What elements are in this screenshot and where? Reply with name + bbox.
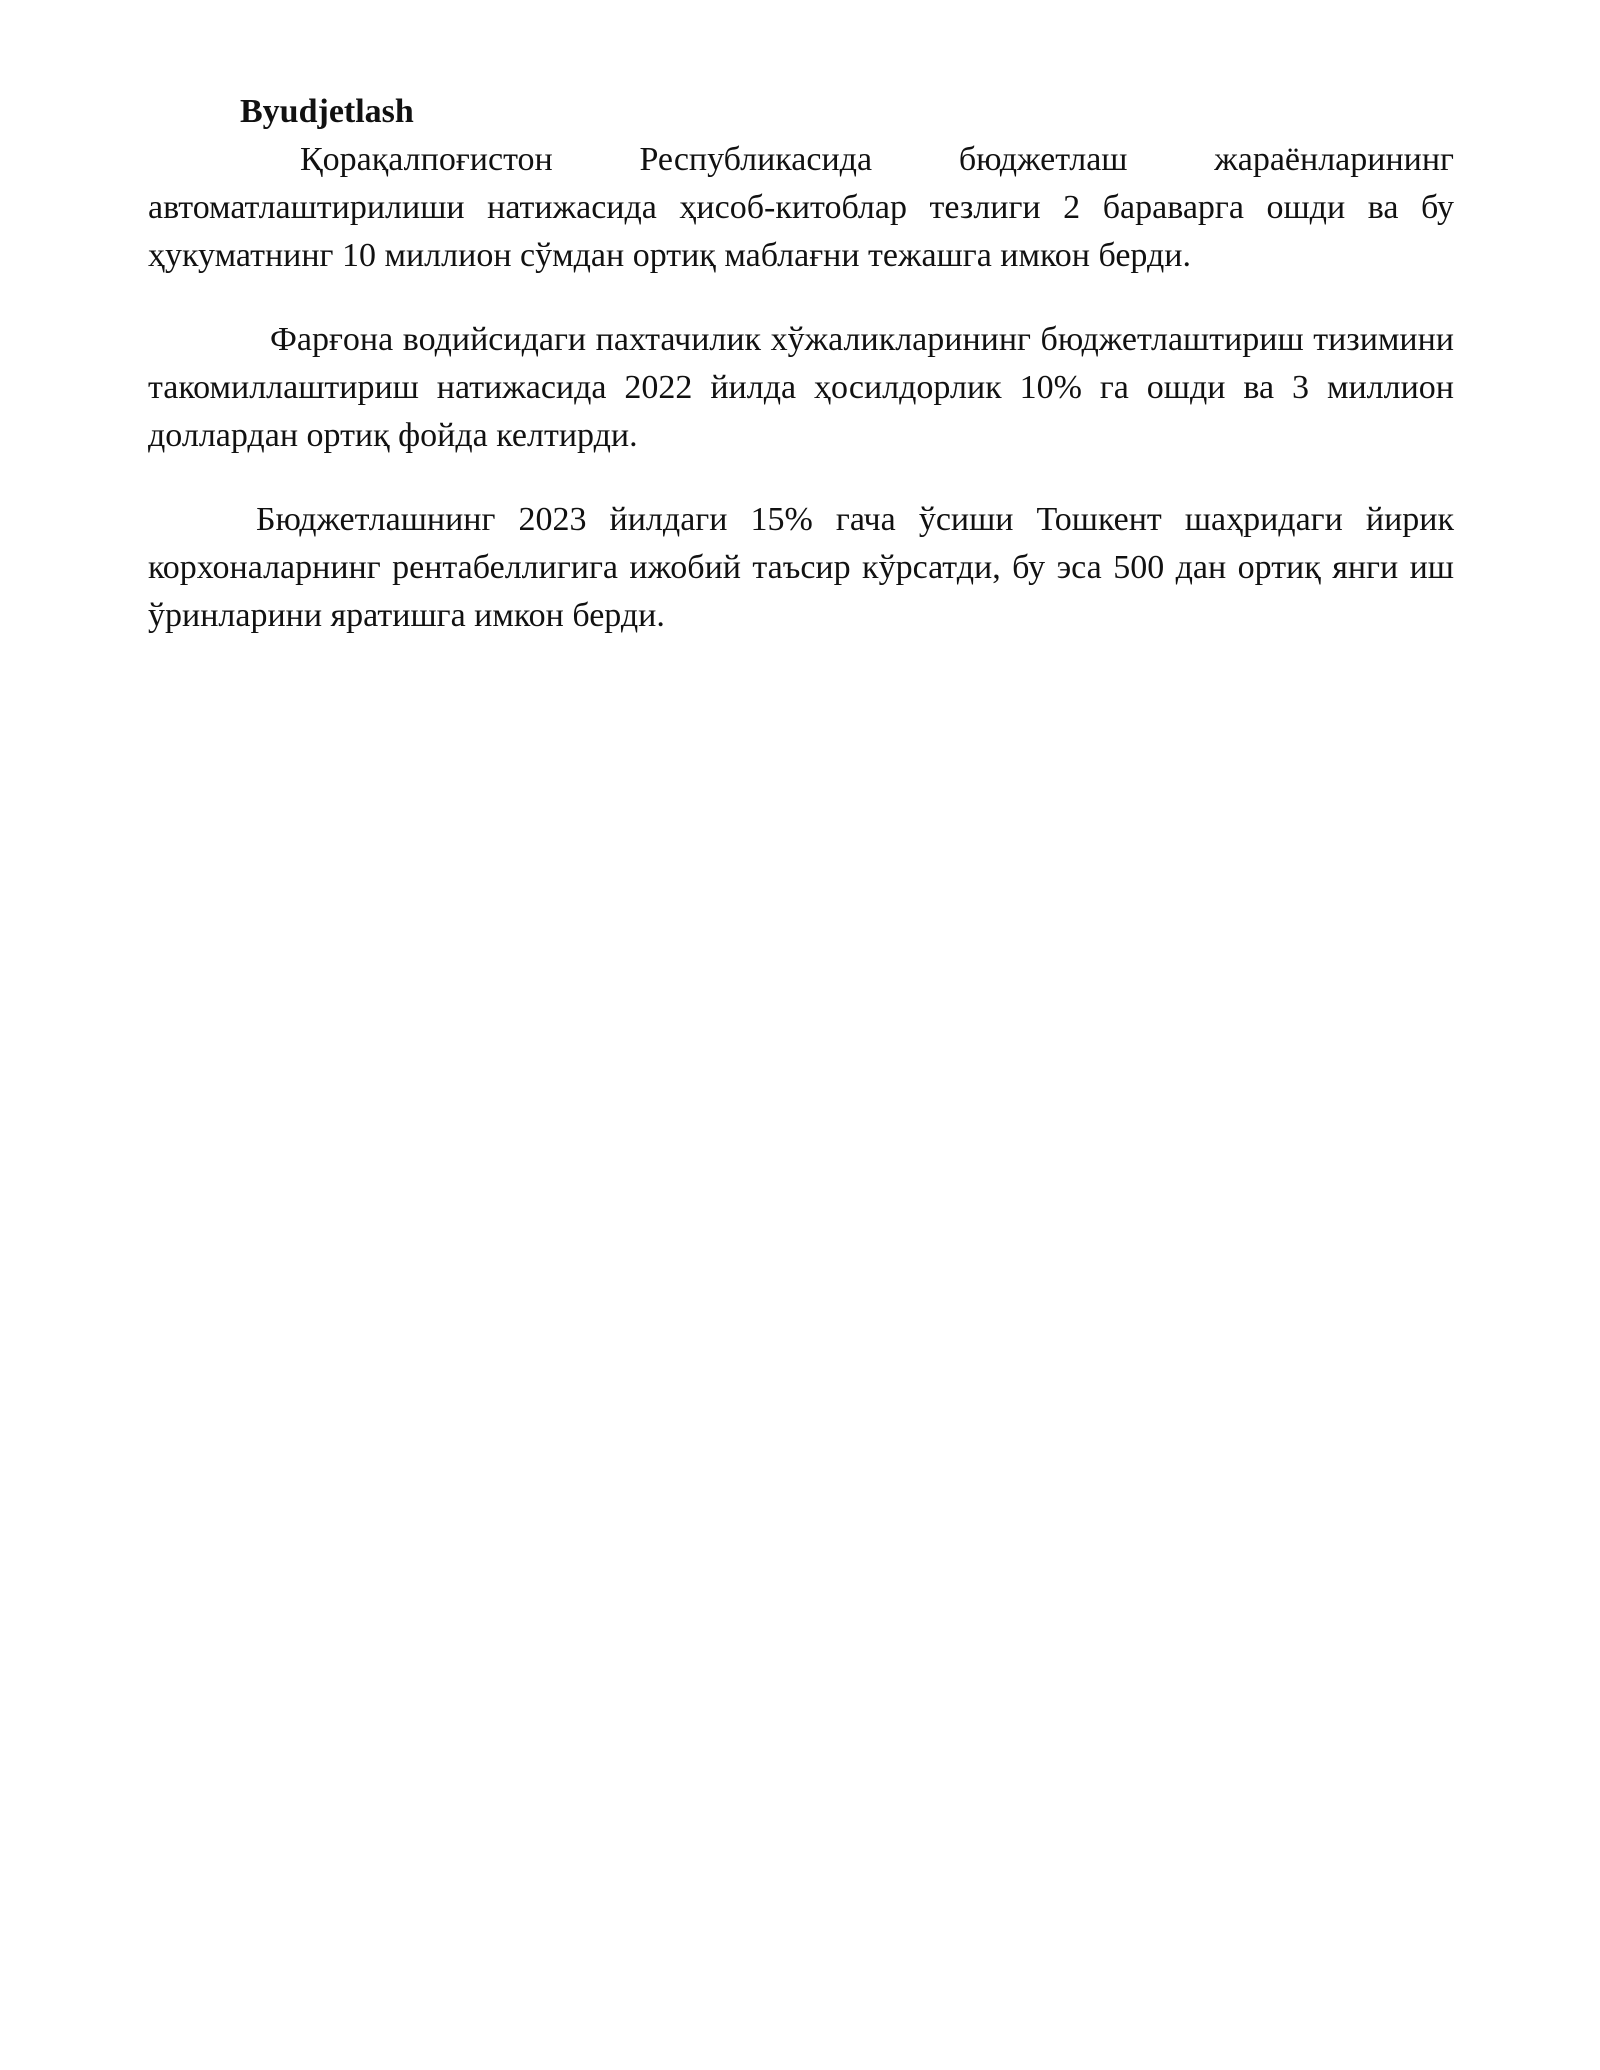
document-heading: Byudjetlash xyxy=(240,93,414,130)
paragraph-2: Фарғона водийсидаги пахтачилик хўжаликларининг бюджетлаштириш тизимини такомиллаштириш натижасида 2022 йилда ҳосилдорлик 10% га ошди ва 3 миллион доллардан ортиқ фойда келтирди. xyxy=(148,321,1454,454)
paragraph-1: Қорақалпоғистон Республикасида бюджетлаш жараёнларининг автоматлаштирилиши натижасида ҳисоб-китоблар тезлиги 2 бараварга ошди ва бу ҳукуматнинг 10 миллион сўмдан ортиқ маблағни тежашга имкон берди. xyxy=(148,141,1454,274)
paragraph-3: Бюджетлашнинг 2023 йилдаги 15% гача ўсиши Тошкент шаҳридаги йирик корхоналарнинг рентабеллигига ижобий таъсир кўрсатди, бу эса 500 дан ортиқ янги иш ўринларини яратишга имкон берди. xyxy=(148,501,1454,634)
document-body xyxy=(148,88,1454,640)
